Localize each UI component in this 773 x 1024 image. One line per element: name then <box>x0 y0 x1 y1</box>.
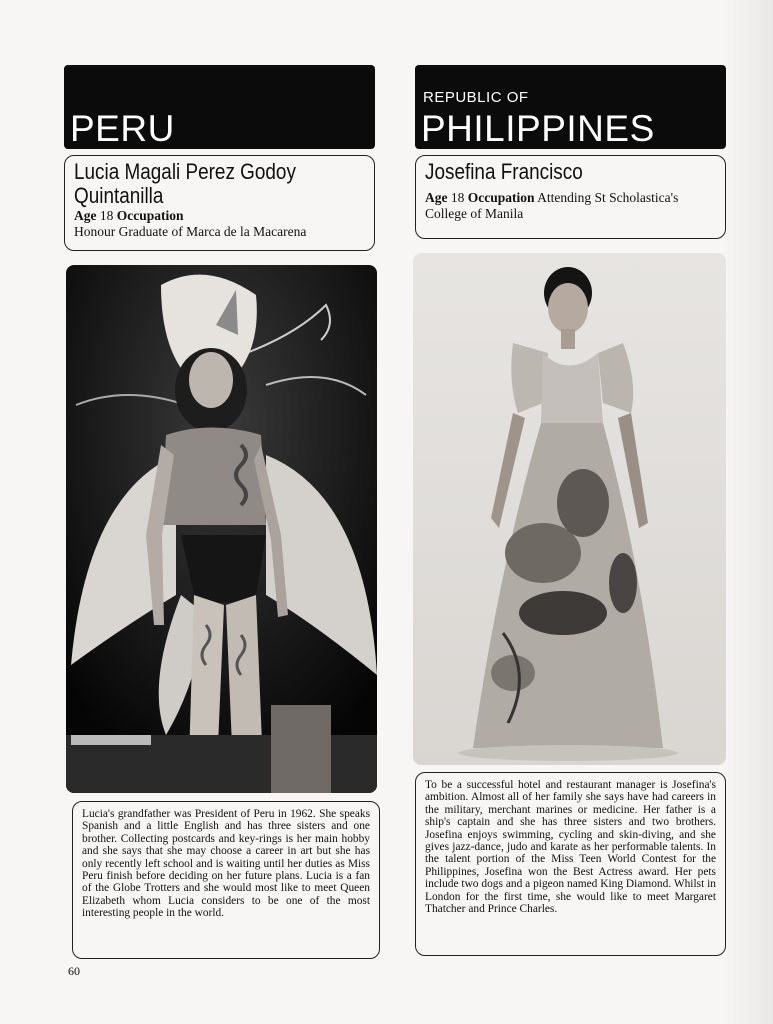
age-label: Age <box>74 208 97 223</box>
country-title: PERU <box>70 108 175 149</box>
gown-portrait-illustration <box>413 253 726 765</box>
occupation-label: Occupation <box>116 208 184 223</box>
contestant-name-line1: Lucia Magali Perez Godoy <box>74 159 296 184</box>
country-subtitle: REPUBLIC OF <box>423 89 529 106</box>
age-value: 18 <box>450 190 465 205</box>
contestant-photo-peru <box>66 265 377 793</box>
stage-costume-illustration <box>66 265 377 793</box>
bio-text: To be a successful hotel and restaurant manager is Josefina's ambition. Almost all of her family she says have had careers in the military, merchant marines or medicine. Her father is a ship's captain and she has three sisters and two brothers. Josefina enjoys swimming, cycling and skin-diving, and she gives jazz-dance, judo and karate as her performable talents. In the talent portion of the Miss Teen World Contest for the Philippines, Josefina won the Best Actress award. Her pets include two dogs and a pigeon named King Diamond. Whilst in London for the first time, she would like to meet Margaret Thatcher and Prince Charles. <box>425 779 716 916</box>
contestant-bio-philippines <box>415 772 726 956</box>
contestant-photo-philippines <box>413 253 726 765</box>
contestant-name-line1: Josefina Francisco <box>425 159 583 184</box>
contestant-age-occupation <box>74 208 365 224</box>
page-edge-shadow <box>723 0 773 1024</box>
occupation-label: Occupation <box>467 190 535 205</box>
age-label: Age <box>425 190 448 205</box>
country-banner-philippines <box>415 65 726 149</box>
bio-text: Lucia's grandfather was President of Peru in 1962. She speaks Spanish and a little English and has three sisters and one brother. Collecting postcards and key-rings is her main hobby and she says that she may choose a career in art but she has only recently left school and is waiting until her duties as Miss Peru finish before deciding on her future plans. Lucia is a fan of the Globe Trotters and she would most like to meet Queen Elizabeth whom Lucia considers to be one of the most interesting people in the world. <box>82 808 370 920</box>
contestant-namebox-peru <box>64 155 375 251</box>
contestant-namebox-philippines <box>415 155 726 239</box>
occupation-value: Attending St Scholastica's College of Manila <box>425 190 679 221</box>
country-banner-peru <box>64 65 375 149</box>
occupation-value: Honour Graduate of Marca de la Macarena <box>74 224 307 239</box>
page-number: 60 <box>68 964 80 978</box>
contestant-age-occupation <box>425 190 716 222</box>
contestant-name-line2: Quintanilla <box>74 183 164 208</box>
country-title: PHILIPPINES <box>421 108 655 149</box>
contestant-bio-peru <box>72 801 380 959</box>
age-value: 18 <box>99 208 114 223</box>
